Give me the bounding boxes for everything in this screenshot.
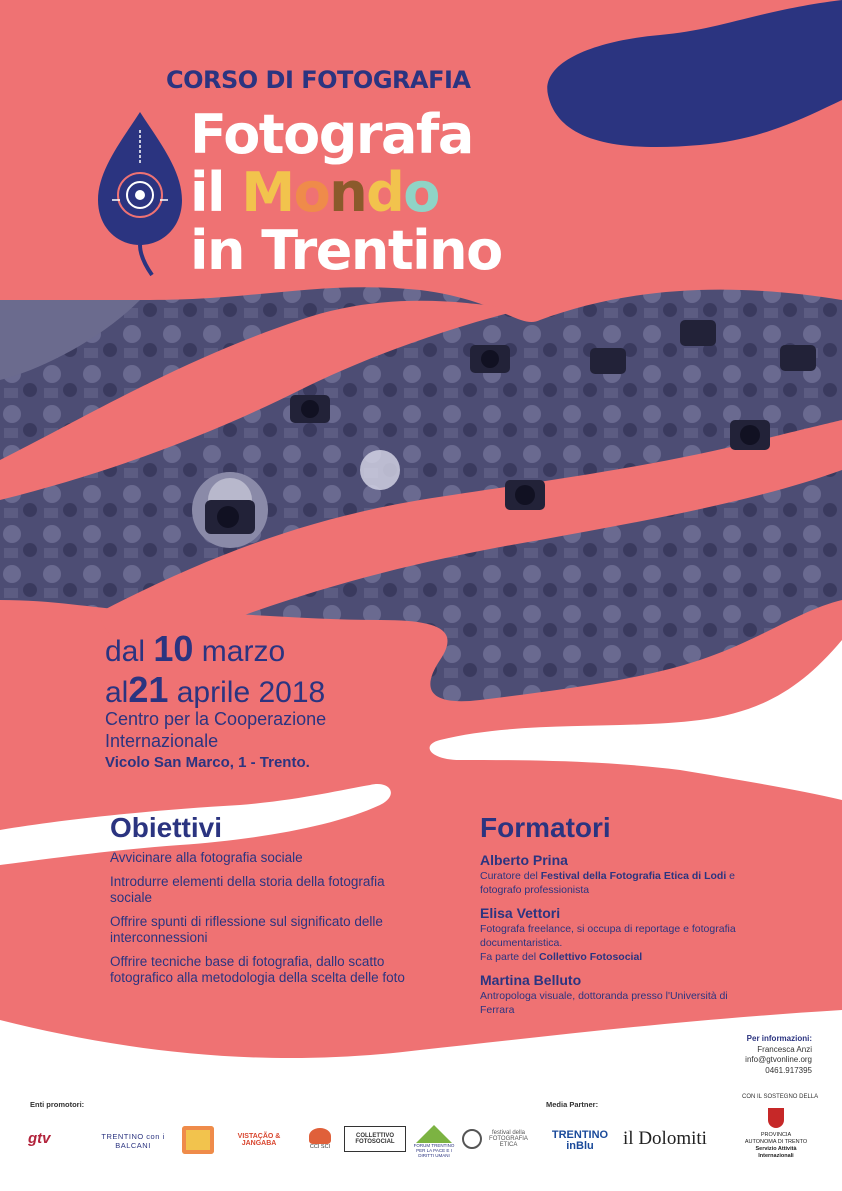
trainer-description [480, 922, 740, 964]
course-label: CORSO DI FOTOGRAFIA [166, 66, 471, 94]
ccs-logo [302, 1120, 338, 1158]
date-start-month: marzo [201, 635, 286, 668]
forum-logo-icon [416, 1125, 452, 1143]
trainer-desc-text: e fotografo professionista [480, 870, 736, 896]
trainer-desc-bold: Collettivo Fotosocial [538, 951, 643, 963]
forum-logo-text: FORUM TRENTINO PER LA PACE E I DIRITTI UMANI [413, 1142, 455, 1158]
date-end-day: 21 [128, 669, 169, 710]
title-line-2 [190, 161, 502, 224]
collettivo-logo: COLLETTIVO FOTOSOCIAL [344, 1126, 406, 1152]
vistacao-logo: VISTAÇÃO & JANGABA [237, 1133, 281, 1147]
coat-of-arms-icon [768, 1108, 784, 1128]
ccs-logo-text: CCI SCI [309, 1144, 331, 1150]
contact-info [745, 1034, 812, 1076]
trainer-name: Martina Belluto [480, 972, 582, 988]
title-line-1: Fotografa [190, 103, 473, 166]
trentino-inblu-logo: TRENTINO inBlu [551, 1129, 609, 1152]
trainer-desc-text: Fotografa freelance, si occupa di reportage e fotografia documentaristica. [480, 923, 736, 949]
mosaic-logo-icon [182, 1126, 214, 1154]
trainers-title: Formatori [480, 812, 611, 843]
objective-item: Avvicinare alla fotografia sociale [110, 850, 303, 865]
date-start [105, 630, 325, 671]
trainer-name: Alberto Prina [480, 852, 568, 868]
title-letter-o1: o [293, 161, 330, 224]
ccs-logo-icon [309, 1128, 331, 1144]
date-end [105, 671, 325, 712]
date-start-day: 10 [153, 628, 194, 669]
il-dolomiti-logo: il Dolomiti [623, 1128, 707, 1149]
trainer-description [480, 869, 740, 897]
contact-heading: Per informazioni: [746, 1034, 812, 1043]
trainers-list [480, 852, 740, 1025]
poster-title [190, 103, 502, 282]
title-letter-o2: o [403, 161, 439, 224]
title-letter-d: d [366, 161, 404, 224]
gtv-logo: gtv [28, 1129, 51, 1147]
title-letter-m: M [241, 161, 294, 224]
contact-email[interactable]: info@gtvonline.org [745, 1055, 812, 1064]
forum-logo [410, 1122, 458, 1160]
provincia-logo [740, 1104, 812, 1164]
promoters-label: Enti promotori: [30, 1100, 85, 1109]
festival-logo-icon [462, 1129, 482, 1149]
support-label: CON IL SOSTEGNO DELLA [742, 1094, 819, 1100]
festival-logo-text: festival della FOTOGRAFIA ETICA [489, 1130, 528, 1148]
contact-name: Francesca Anzi [757, 1044, 812, 1054]
title-line-3: in Trentino [190, 219, 502, 282]
provincia-text-1: PROVINCIA [760, 1132, 792, 1138]
title-line-2-prefix: il [190, 161, 242, 224]
venue-address: Vicolo San Marco, 1 - Trento. [105, 754, 310, 771]
date-end-month: aprile 2018 [176, 676, 326, 709]
objective-item: Introdurre elementi della storia della fotografia sociale [110, 873, 385, 905]
dates [105, 630, 325, 712]
venue-name-line-2: Internazionale [105, 731, 219, 751]
venue-name-line-1: Centro per la Cooperazione [105, 709, 327, 729]
objective-item: Offrire tecniche base di fotografia, dallo scatto fotografico alla metodologia della scelta delle foto [110, 953, 405, 985]
trentino-balcani-logo: TRENTINO con i BALCANI [101, 1132, 165, 1150]
media-label: Media Partner: [546, 1100, 599, 1109]
objectives-list [110, 850, 410, 994]
provincia-text-2: AUTONOMA DI TRENTO [744, 1139, 808, 1145]
trainer-desc-text: Curatore del [480, 870, 541, 882]
provincia-text-3: Servizio Attività Internazionali [755, 1146, 797, 1159]
venue [105, 708, 326, 774]
date-end-prefix: al [105, 676, 129, 709]
date-start-prefix: dal [105, 635, 146, 668]
title-letter-n: n [329, 161, 367, 224]
contact-phone: 0461.917395 [765, 1065, 812, 1075]
trainer-desc-text: Fa parte del [480, 951, 539, 963]
objectives-title: Obiettivi [110, 812, 223, 843]
festival-logo [462, 1128, 532, 1150]
trainer-desc-bold: Festival della Fotografia Etica di Lodi [540, 870, 727, 882]
objective-item: Offrire spunti di riflessione sul significato delle interconnessioni [110, 913, 383, 945]
trainer-name: Elisa Vettori [480, 905, 561, 921]
trainer-description: Antropologa visuale, dottoranda presso l'Università di Ferrara [480, 990, 728, 1016]
